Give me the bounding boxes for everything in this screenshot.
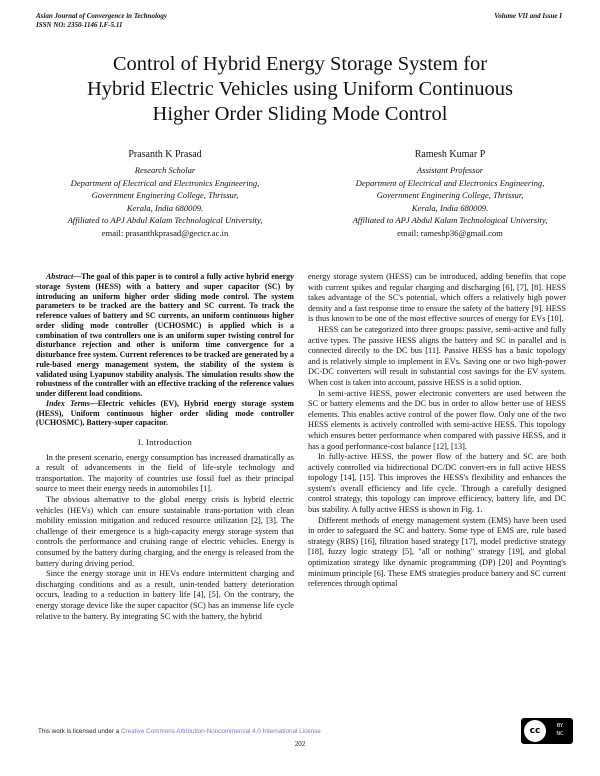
title-line-1: Control of Hybrid Energy Storage System for: [112, 53, 488, 75]
left-column: [36, 272, 294, 622]
cc-license-terms: [549, 722, 571, 738]
by-icon: BY: [556, 723, 564, 729]
journal-name: Asian Journal of Convergence in Technology: [36, 12, 168, 20]
paper-title: [30, 52, 570, 127]
abstract-label: Abstract: [46, 272, 74, 281]
paragraph: energy storage system (HESS) can be introduced, adding benefits that cope with current spikes and regular charging and discharging [6], [7], [8]. HESS takes advantage of the SC's potential, which offers a relatively high power density and a fast response time to ensure the safety of the battery [9]. HESS is thus known to be one of the most effective sources of energy for EVs [10].: [308, 272, 566, 324]
journal-issn: ISSN NO: 2350-1146 I.F-5.11: [36, 21, 123, 29]
abstract: [36, 272, 294, 399]
section-heading: I. Introduction: [137, 437, 193, 447]
author-dept: Department of Electrical and Electronics Engineering,: [355, 177, 545, 188]
author-dept: Department of Electrical and Electronics Engineering,: [70, 177, 260, 188]
author-block-2: [300, 148, 600, 240]
license-footer: [38, 728, 321, 735]
page-number: 202: [294, 740, 306, 748]
index-terms-text: —Electric vehicles (EV), Hybrid energy storage system (HESS), Uniform continuous higher order sliding mode controller (UCHOSMC), Battery-super capacitor.: [36, 398, 295, 428]
paragraph: Different methods of energy management system (EMS) have been used in order to safeguard the SC and battery. Some type of EMS are, rule based strategy (RBS) [16], filtration based strategy [17], model predictive strategy [18], fuzzy logic strategy [5], "all or nothing" strategy [19], and global optimization strategy like dynamic programming (DP) [20] and Poynting's minimum principle [6]. These EMS strategies produce battery and SC current references through optimal: [308, 515, 566, 589]
author-role: Assistant Professor: [416, 165, 484, 175]
volume-header: Volume VII and Issue I: [494, 12, 562, 20]
author-email[interactable]: email: prasanthkprasad@gectcr.ac.in: [101, 227, 229, 238]
cc-license-badge[interactable]: [521, 718, 573, 744]
journal-header: [36, 12, 167, 30]
title-line-3: Higher Order Sliding Mode Control: [152, 103, 448, 125]
paragraph: In the present scenario, energy consumption has increased dramatically as a result of advancements in the field of life-style technology and transportation. The majority of countries use fossil fuel as their principal source to meet their energy needs in automobiles [1].: [36, 452, 294, 494]
cc-icon: cc: [524, 720, 546, 742]
right-column: [308, 272, 566, 590]
paragraph: HESS can be categorized into three groups: passive, semi-active and fully active types. The passive HESS aligns the battery and SC in parallel and is connected directly to the DC bus [11]. Passive HESS has a basic topology and is relatively simple to implement in EVs. Saving one or two high-power DC-DC converters will result in substantial cost savings for the EV system. When cost is taken into account, passive HESS is a solid option.: [308, 324, 566, 387]
author-role: Research Scholar: [134, 165, 196, 175]
paragraph: The obvious alternative to the global energy crisis is hybrid electric vehicles (HEVs) which can ensure sustainable trans-portation with clean mobility emission mitigation and reduced resource utilization [2], [3]. The challenge of their emergence is a high-capacity energy storage system that controls the performance and cruising range of electric vehicles. Energy is consumed by the battery during charging, and the energy is released from the battery during driving period.: [36, 494, 294, 568]
author-name: Ramesh Kumar P: [414, 149, 486, 160]
author-email[interactable]: email: rameshp36@gmail.com: [397, 227, 503, 238]
abstract-text: —The goal of this paper is to control a fully active hybrid energy storage System (HESS) with a battery and super capacitor (SC) by introducing an uniform higher order sliding mode control. The system parameters to be tracked are the battery and SC current. To track the reference values of battery and SC currents, an uniform continuous higher order sliding mode controller (UCHOSMC) is applied which is a combination of two controllers one is an uniform super twisting control for disturbance rejection and other is uniform time convergence for a disturbance free system. Current references to be tracked are generated by a rule-based energy management system, the stability of the system is validated using Lyapunov stability analysis. The simulation results show the robustness of the controller with an effective tracking of the reference values under different load conditions.: [36, 272, 294, 398]
index-terms: [36, 399, 294, 428]
index-terms-label: Index Terms: [46, 398, 90, 408]
title-line-2: Hybrid Electric Vehicles using Uniform Continuous: [86, 78, 514, 100]
author-affiliation: Affiliated to APJ Abdul Kalam Technological University,: [352, 215, 548, 226]
author-place: Kerala, India 680009.: [411, 202, 489, 213]
author-college: Government Enginering College, Thrissur,: [91, 190, 239, 201]
paragraph: Since the energy storage unit in HEVs endure intermittent charging and discharging conditions and as a result, unin-tended battery deterioration occurs, leading to a reduction in battery life [4], [5]. On the contrary, the energy storage device like the super capacitor (SC) has an immense life cycle relative to the battery. By integrating SC with the battery, the hybrid: [36, 569, 294, 621]
nc-icon: NC: [556, 731, 564, 737]
paragraph: In fully-active HESS, the power flow of the battery and SC are both actively controlled via bidirectional DC/DC convert-ers in full active HESS topology [14], [15]. This improves the HESS's flexibility and enhances the system's overall efficiency and life cycle. Through a carefully designed control strategy, this topology can improve efficiency, battery life, and DC bus stability. A fully active HESS is shown in Fig. 1.: [308, 452, 566, 515]
author-college: Government Enginering College, Thrissur,: [376, 190, 524, 201]
author-affiliation: Affiliated to APJ Abdul Kalam Technological University,: [67, 215, 263, 226]
author-block-1: [20, 148, 310, 240]
license-link[interactable]: Creative Commons Attribution-Noncommercial 4.0 International License: [120, 728, 321, 735]
author-name: Prasanth K Prasad: [128, 149, 202, 160]
paragraph: In semi-active HESS, power electronic converters are used between the SC or battery elements and the DC bus in order to allow better use of HESS elements. This enables active control of the power flow. Only one of the two HESS elements is actively controlled with semi-active HESS. This topology which ensures better performance when compared with passive HESS, and it has a good performance-cost balance [12], [13].: [308, 388, 566, 451]
author-place: Kerala, India 680009.: [126, 202, 204, 213]
license-prefix: This work is licensed under a: [38, 728, 120, 735]
